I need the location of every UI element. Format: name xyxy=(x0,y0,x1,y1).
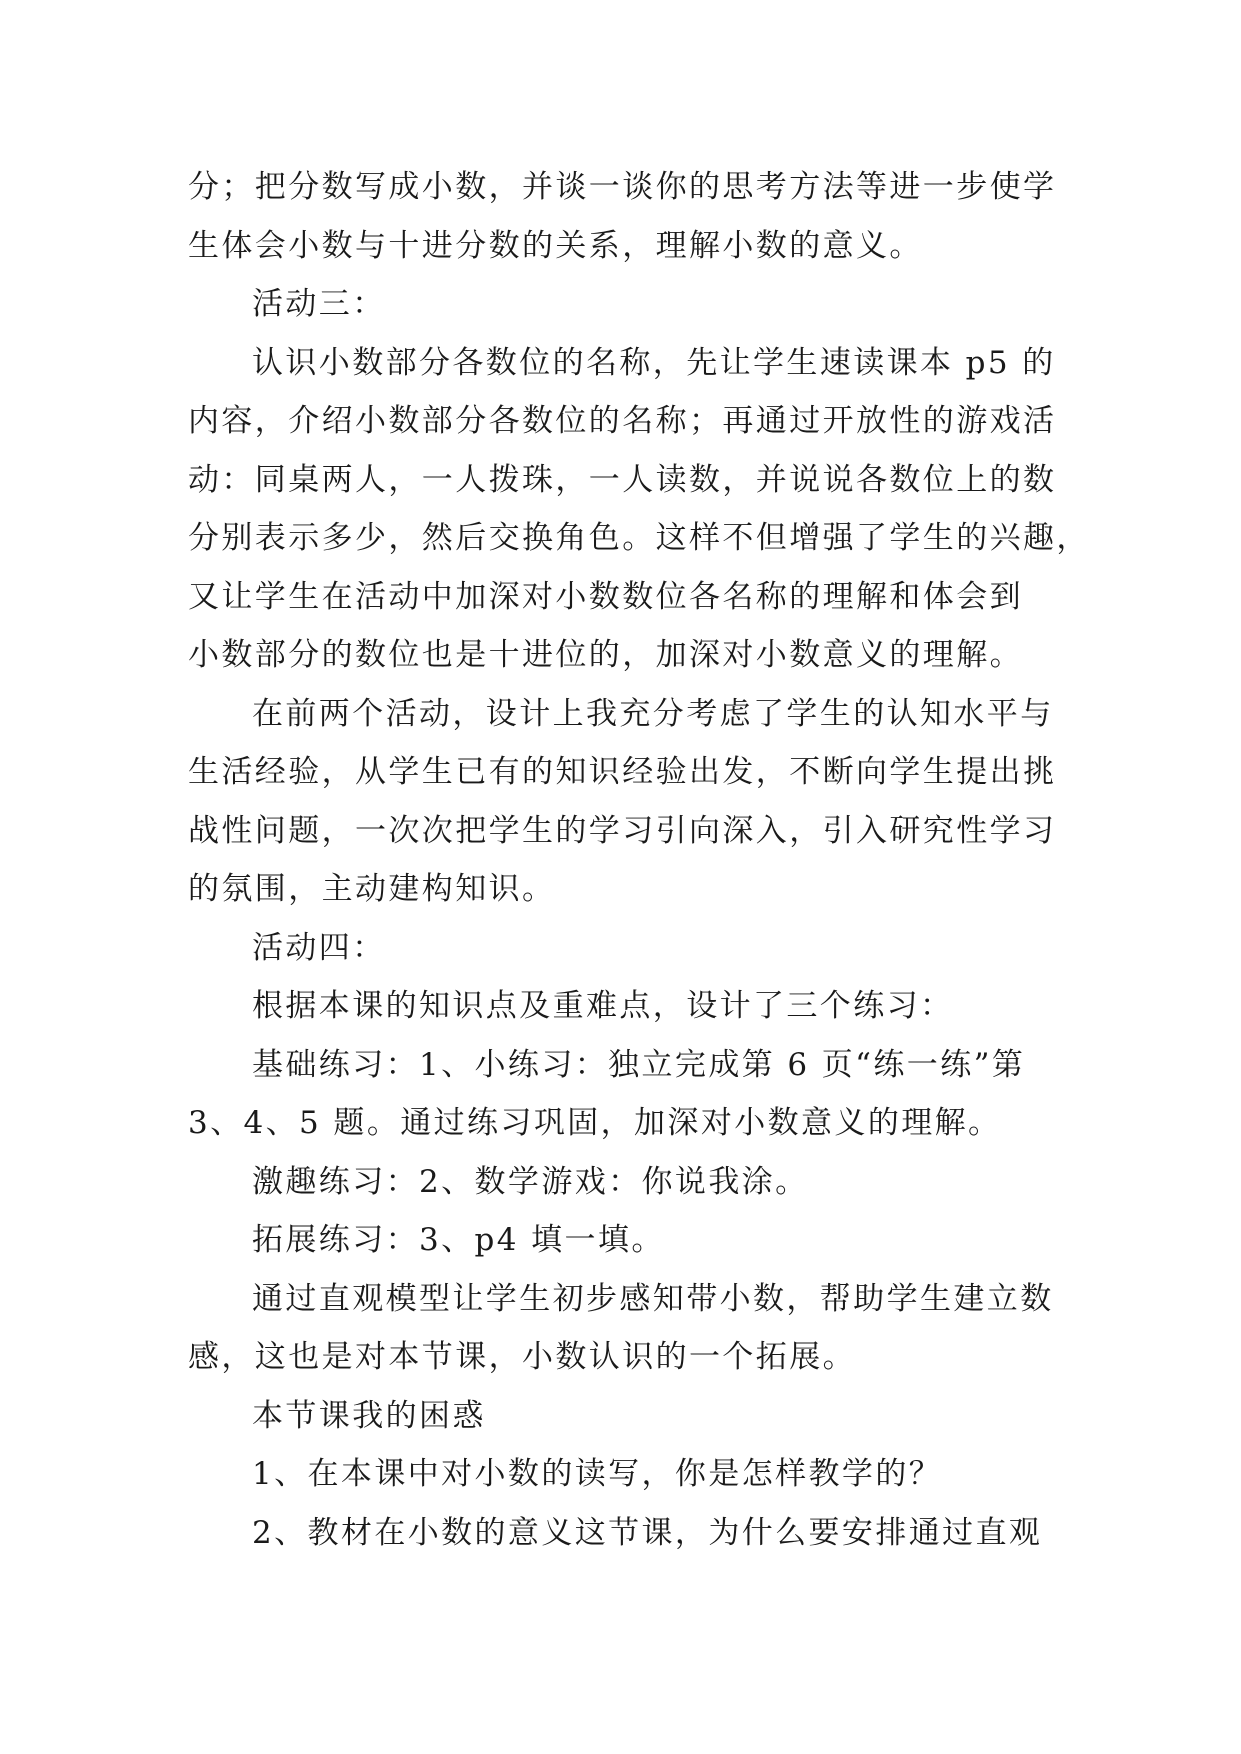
text-line: 分别表示多少，然后交换角色。这样不但增强了学生的兴趣， xyxy=(188,520,1090,556)
text-line: 激趣练习：2、数学游戏：你说我涂。 xyxy=(252,1163,809,1200)
text-line: 内容，介绍小数部分各数位的名称；再通过开放性的游戏活 xyxy=(188,403,1057,439)
text-line: 生体会小数与十进分数的关系，理解小数的意义。 xyxy=(188,227,923,264)
section-heading: 活动三： xyxy=(252,286,386,322)
text-line: 在前两个活动，设计上我充分考虑了学生的认知水平与 xyxy=(252,695,1054,732)
text-line: 基础练习：1、小练习：独立完成第 6 页“练一练”第 xyxy=(252,1046,1026,1083)
text-line: 认识小数部分各数位的名称，先让学生速读课本 p5 的 xyxy=(252,344,1056,381)
text-line: 动：同桌两人，一人拨珠，一人读数，并说说各数位上的数 xyxy=(188,461,1057,498)
text-line: 3、4、5 题。通过练习巩固，加深对小数意义的理解。 xyxy=(188,1105,1002,1141)
section-heading: 活动四： xyxy=(252,929,386,966)
text-line: 1、在本课中对小数的读写，你是怎样教学的？ xyxy=(252,1456,943,1492)
text-line: 分；把分数写成小数，并谈一谈你的思考方法等进一步使学 xyxy=(188,169,1057,205)
text-line: 感，这也是对本节课，小数认识的一个拓展。 xyxy=(188,1339,856,1375)
text-line: 拓展练习：3、p4 填一填。 xyxy=(252,1222,665,1258)
section-heading: 本节课我的困惑 xyxy=(252,1397,486,1434)
body-text xyxy=(188,158,1090,1562)
text-line: 小数部分的数位也是十进位的，加深对小数意义的理解。 xyxy=(188,637,1023,673)
text-line: 战性问题，一次次把学生的学习引向深入，引入研究性学习 xyxy=(188,812,1057,849)
text-line: 的氛围，主动建构知识。 xyxy=(188,871,556,907)
text-line: 又让学生在活动中加深对小数数位各名称的理解和体会到 xyxy=(188,578,1023,615)
text-line: 生活经验，从学生已有的知识经验出发，不断向学生提出挑 xyxy=(188,754,1057,790)
text-line: 通过直观模型让学生初步感知带小数，帮助学生建立数 xyxy=(252,1280,1054,1317)
text-line: 根据本课的知识点及重难点，设计了三个练习： xyxy=(252,988,954,1024)
text-line: 2、教材在小数的意义这节课，为什么要安排通过直观 xyxy=(252,1514,1043,1551)
